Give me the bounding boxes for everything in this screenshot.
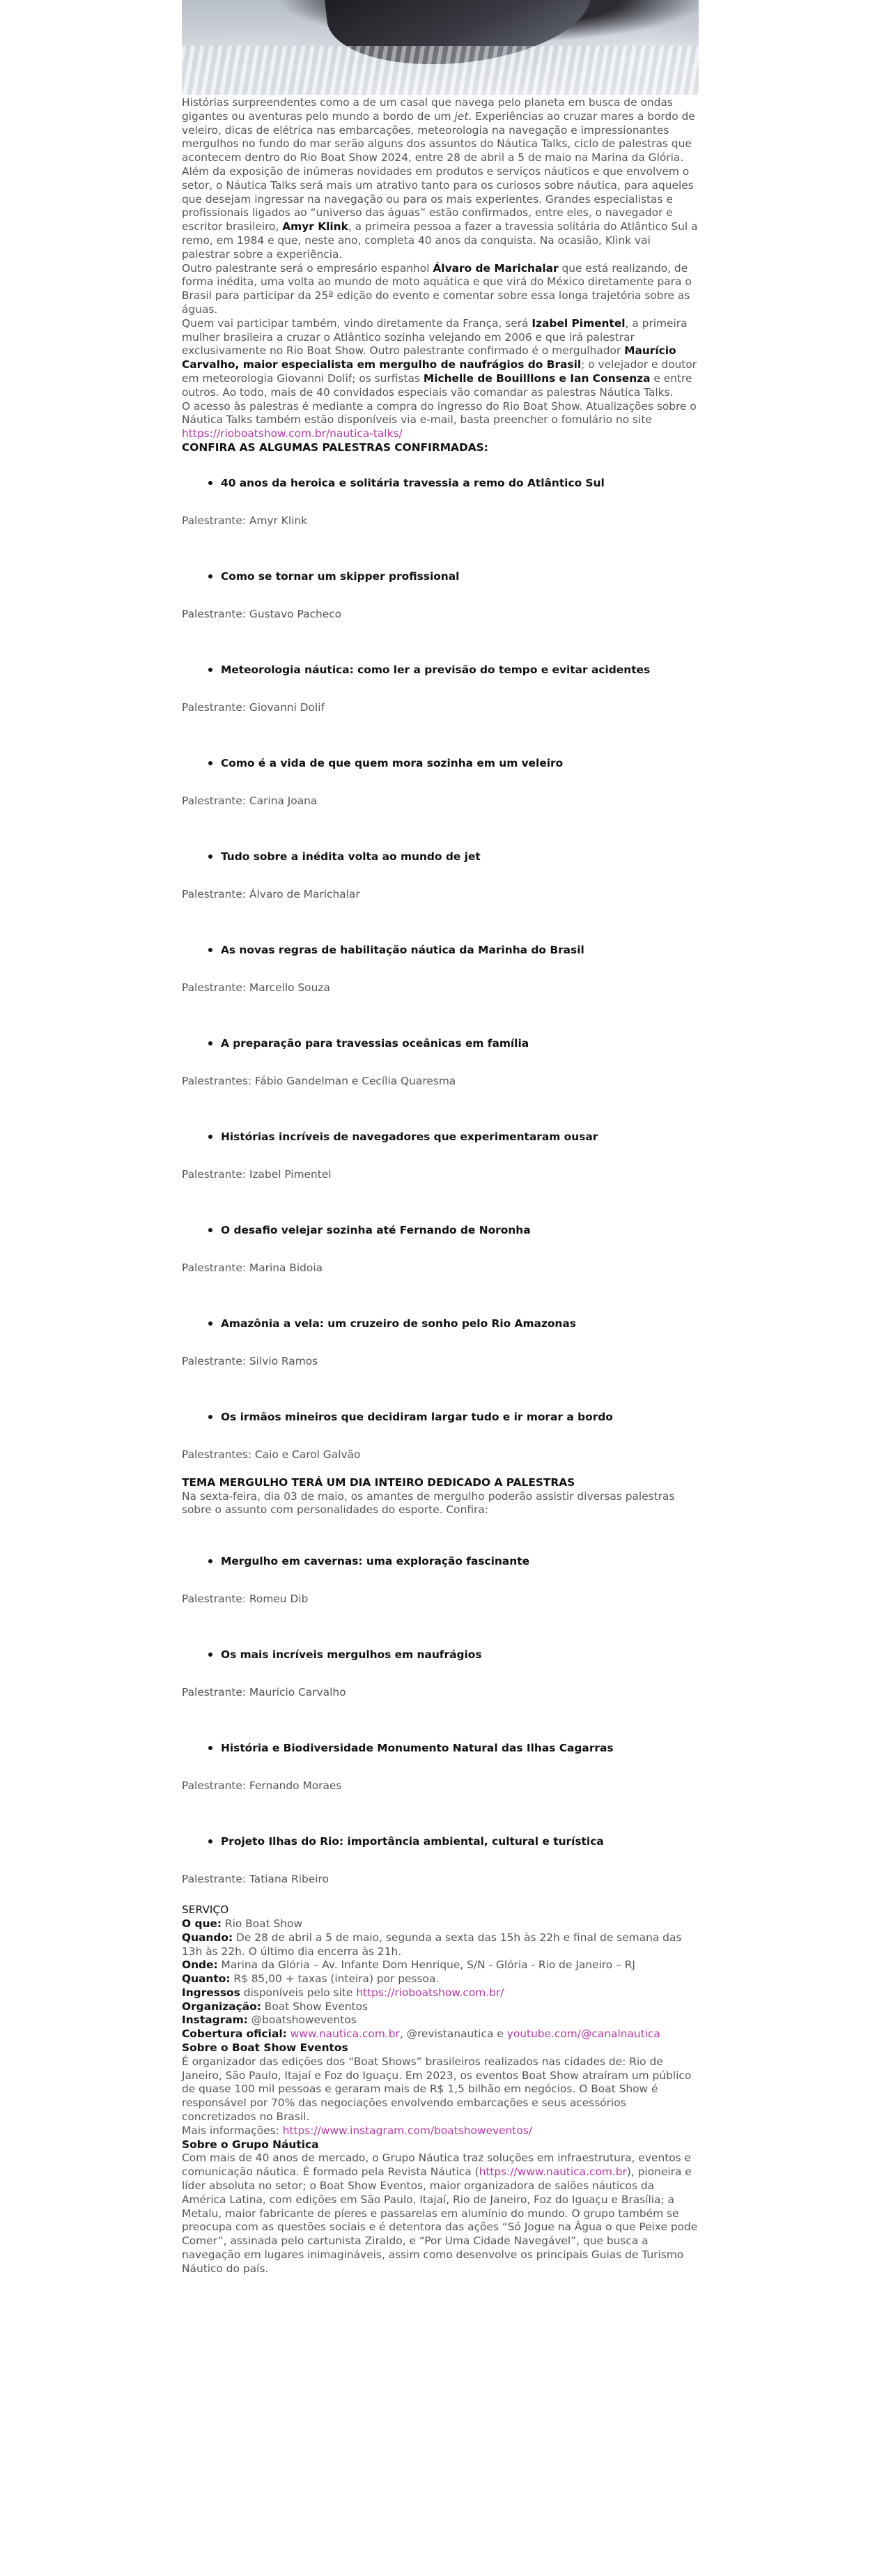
- talk-speaker: Palestrante: Giovanni Dolif: [182, 700, 325, 714]
- talk-item: [182, 1648, 699, 1741]
- intro-paragraph-1: Histórias surpreendentes como a de um casal que navega pelo planeta em busca de ondas gigantes ou aventuras pelo mundo a bordo de um jet. Experiências ao cruzar mares a bordo de veleiro, dicas de elétrica nas embarcações, meteorologia na navegação e impressionantes mergulhos no fundo do mar serão alguns dos assuntos do Náutica Talks, ciclo de palestras que acontecem dentro do Rio Boat Show 2024, entre 28 de abril a 5 de maio na Marina da Glória.: [182, 96, 695, 164]
- talk-title: As novas regras de habilitação náutica da Marinha do Brasil: [182, 943, 699, 957]
- talk-item: [182, 1317, 699, 1410]
- talk-speaker: Palestrante: Mauricio Carvalho: [182, 1686, 346, 1699]
- service-coverage: Cobertura oficial: www.nautica.com.br, @revistanautica e youtube.com/@canalnautica: [182, 2027, 660, 2041]
- talk-item: [182, 1834, 699, 1899]
- about-boat-show-heading: Sobre o Boat Show Eventos: [182, 2041, 348, 2055]
- talk-item: [182, 476, 699, 569]
- talk-item: [182, 850, 699, 943]
- intro-paragraph-5: O acesso às palestras é mediante a compra do ingresso do Rio Boat Show. Atualizações sobre o Náutica Talks também estão disponíveis via e-mail, basta preencher o fomulário no site: [182, 399, 697, 427]
- talk-item: [182, 1130, 699, 1223]
- talk-speaker: Palestrante: Marina Bidoia: [182, 1261, 323, 1274]
- diving-section: [182, 1476, 699, 1517]
- talk-title: O desafio velejar sozinha até Fernando de Noronha: [182, 1223, 699, 1237]
- service-when: Quando: De 28 de abril a 5 de maio, segunda a sexta das 15h às 22h e final de semana das 13h às 22h. O último dia encerra às 21h.: [182, 1931, 682, 1958]
- talk-speaker: Palestrante: Amyr Klink: [182, 514, 308, 527]
- talk-speaker: Palestrantes: Caio e Carol Galvão: [182, 1448, 361, 1461]
- service-instagram: Instagram: @boatshoweventos: [182, 2014, 357, 2027]
- talk-item: [182, 943, 699, 1036]
- diving-talks-list: [182, 1554, 699, 1899]
- talk-speaker: Palestrante: Silvio Ramos: [182, 1354, 318, 1367]
- diving-text: Na sexta-feira, dia 03 de maio, os amantes de mergulho poderão assistir diversas palestras sobre o assunto com personalidades do esporte. Confira:: [182, 1489, 675, 1517]
- talk-speaker: Palestrante: Tatiana Ribeiro: [182, 1873, 329, 1886]
- diving-heading: TEMA MERGULHO TERÁ UM DIA INTEIRO DEDICADO A PALESTRAS: [182, 1475, 575, 1489]
- talk-speaker: Palestrante: Gustavo Pacheco: [182, 607, 342, 620]
- about-boat-show-text: É organizador das edições dos “Boat Shows” brasileiros realizados nas cidades de: Rio de Janeiro, São Paulo, Itajaí e Foz do Iguaçu. Em 2023, os eventos Boat Show atraíram um público de quase 100 mil pessoas e geraram mais de R$ 1,5 bilhão em negócios. O Boat Show é responsável por 70% das negociações envolvendo embarcações e seus acessórios concretizados no Brasil.: [182, 2055, 692, 2124]
- talk-item: [182, 1036, 699, 1130]
- article-body: [182, 96, 699, 455]
- intro-paragraph-4: Quem vai participar também, vindo diretamente da França, será Izabel Pimentel, a primeira mulher brasileira a cruzar o Atlântico sozinha velejando em 2006 e que irá palestrar exclusivamente no Rio Boat Show. Outro palestrante confirmado é o mergulhador Maurício Carvalho, maior especialista em mergulho de naufrágios do Brasil; o velejador e doutor em meteorologia Giovanni Dolif; os surfistas Michelle de Bouilllons e Ian Consenza e entre outros. Ao todo, mais de 40 convidados especiais vão comandar as palestras Náutica Talks.: [182, 316, 697, 399]
- talk-item: [182, 1410, 699, 1474]
- about-boat-show-more: Mais informações: https://www.instagram.com/boatshoweventos/: [182, 2124, 532, 2137]
- talks-list: [182, 476, 699, 1474]
- talk-item: [182, 569, 699, 663]
- talk-item: [182, 1741, 699, 1834]
- water-spray: [182, 46, 699, 95]
- hero-image-jet-ski: [182, 0, 699, 95]
- service-heading: SERVIÇO: [182, 1903, 229, 1917]
- talk-title: Como se tornar um skipper profissional: [182, 569, 699, 583]
- talk-title: 40 anos da heroica e solitária travessia a remo do Atlântico Sul: [182, 476, 699, 490]
- youtube-channel-link[interactable]: youtube.com/@canalnautica: [506, 2027, 660, 2041]
- talk-speaker: Palestrante: Fernando Moraes: [182, 1779, 342, 1793]
- talks-heading: CONFIRA AS ALGUMAS PALESTRAS CONFIRMADAS:: [182, 440, 488, 454]
- talk-speaker: Palestrante: Izabel Pimentel: [182, 1167, 332, 1181]
- article-column: [182, 0, 699, 2276]
- talk-title: Meteorologia náutica: como ler a previsão do tempo e evitar acidentes: [182, 663, 699, 677]
- about-grupo-nautica-heading: Sobre o Grupo Náutica: [182, 2138, 319, 2151]
- service-section: [182, 1903, 699, 2276]
- service-price: Quanto: R$ 85,00 + taxas (inteira) por pessoa.: [182, 1972, 440, 1986]
- talk-item: [182, 1223, 699, 1317]
- talk-item: [182, 663, 699, 756]
- talk-speaker: Palestrante: Marcello Souza: [182, 981, 330, 994]
- talk-speaker: Palestrantes: Fábio Gandelman e Cecília Quaresma: [182, 1074, 456, 1087]
- service-where: Onde: Marina da Glória – Av. Infante Dom Henrique, S/N - Glória - Rio de Janeiro – RJ: [182, 1958, 635, 1972]
- talk-item: [182, 1554, 699, 1648]
- talk-speaker: Palestrante: Álvaro de Marichalar: [182, 887, 360, 900]
- talk-title: História e Biodiversidade Monumento Natural das Ilhas Cagarras: [182, 1741, 699, 1755]
- about-grupo-nautica-text: Com mais de 40 anos de mercado, o Grupo Náutica traz soluções em infraestrutura, eventos e comunicação náutica. É formado pela Revista Náutica (https://www.nautica.com.br), pioneira e líder absoluta no setor; o Boat Show Eventos, maior organizadora de salões náuticos da América Latina, com edições em São Paulo, Itajaí, Rio de Janeiro, Foz do Iguaçu e Brasília; a Metalu, maior fabricante de píeres e passarelas em alumínio do mundo. O grupo também se preocupa com as questões sociais e é detentora das ações “Só Jogue na Água o que Peixe pode Comer”, assinada pelo cartunista Ziraldo, e “Por Uma Cidade Navegável”, que busca a navegação em lugares inimagináveis, assim como desenvolve os principais Guias de Turismo Náutico do país.: [182, 2152, 698, 2275]
- talk-speaker: Palestrante: Carina Joana: [182, 794, 318, 807]
- talk-title: Os mais incríveis mergulhos em naufrágios: [182, 1648, 699, 1662]
- service-what: O que: Rio Boat Show: [182, 1917, 303, 1930]
- talk-title: Os irmãos mineiros que decidiram largar tudo e ir morar a bordo: [182, 1410, 699, 1424]
- talk-title: Tudo sobre a inédita volta ao mundo de jet: [182, 850, 699, 864]
- nautica-talks-link[interactable]: https://rioboatshow.com.br/nautica-talks/: [182, 427, 403, 440]
- talk-title: A preparação para travessias oceânicas em família: [182, 1036, 699, 1050]
- service-tickets: Ingressos disponíveis pelo site https://rioboatshow.com.br/: [182, 1986, 504, 1999]
- talk-item: [182, 756, 699, 850]
- talk-title: Como é a vida de que quem mora sozinha em um veleiro: [182, 756, 699, 770]
- talk-title: Mergulho em cavernas: uma exploração fascinante: [182, 1554, 699, 1568]
- nautica-site-link[interactable]: www.nautica.com.br: [290, 2027, 400, 2041]
- instagram-link[interactable]: https://www.instagram.com/boatshoweventos/: [282, 2124, 532, 2137]
- intro-paragraph-3: Outro palestrante será o empresário espanhol Álvaro de Marichalar que está realizando, de forma inédita, uma volta ao mundo de moto aquática e que virá do México diretamente para o Brasil para participar da 25ª edição do evento e comentar sobre essa longa trajetória sobre as águas.: [182, 261, 692, 316]
- service-organization: Organização: Boat Show Eventos: [182, 2000, 369, 2013]
- revista-nautica-link[interactable]: https://www.nautica.com.br: [479, 2165, 627, 2179]
- talk-title: Histórias incríveis de navegadores que experimentaram ousar: [182, 1130, 699, 1144]
- tickets-link[interactable]: https://rioboatshow.com.br/: [356, 1986, 504, 1999]
- talk-title: Amazônia a vela: um cruzeiro de sonho pelo Rio Amazonas: [182, 1317, 699, 1331]
- talk-speaker: Palestrante: Romeu Dib: [182, 1593, 309, 1606]
- intro-paragraph-2: Além da exposição de inúmeras novidades em produtos e serviços náuticos e que envolvem o setor, o Náutica Talks será mais um atrativo tanto para os curiosos sobre náutica, para aqueles que desejam ingressar na navegação ou para os mais experientes. Grandes especialistas e profissionais ligados ao “universo das águas” estão confirmados, entre eles, o navegador e escritor brasileiro, Amyr Klink, a primeira pessoa a fazer a travessia solitária do Atlântico Sul a remo, em 1984 e que, neste ano, completa 40 anos da conquista. Na ocasião, Klink vai palestrar sobre a experiência.: [182, 164, 698, 261]
- talk-title: Projeto Ilhas do Rio: importância ambiental, cultural e turística: [182, 1834, 699, 1848]
